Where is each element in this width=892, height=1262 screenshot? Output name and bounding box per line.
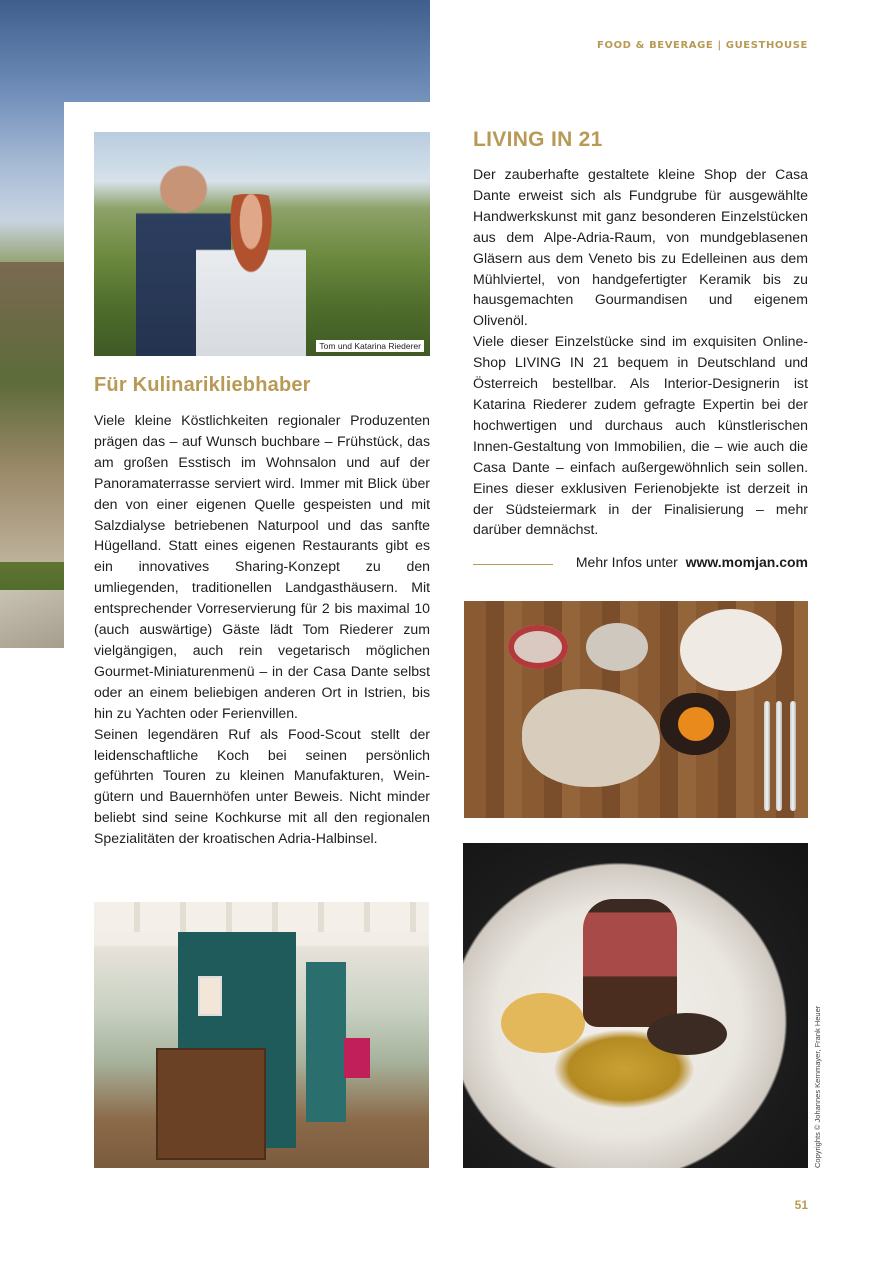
puree (501, 993, 585, 1053)
section-kicker: FOOD & BEVERAGE | GUESTHOUSE (597, 40, 808, 51)
small-red-plate (508, 625, 568, 669)
page-number: 51 (794, 1198, 808, 1212)
wall-art (198, 976, 222, 1016)
photo-copyright: Copyrights © Johannes Kernmayer, Frank Heuer (813, 1005, 822, 1168)
fork (776, 701, 782, 811)
right-paragraph-2: Viele dieser Einzelstücke sind im exquisiten Online-Shop LIVING IN 21 bequem in Deutschland und Österreich bestellbar. Als Interior-Designerin ist Katarina Riederer zudem gefragte Expertin bei der hochwertigen und durchaus auch künstlerischen Innen-Gestaltung von Immobilien, die – wie auch die Casa Dante – einfach außergewöhnlich sein sollen. Eines dieser exklusiven Ferienobjekte ist derzeit in der Südsteiermark in der Finalisierung – mehr darüber demnächst. (473, 333, 808, 538)
beef-fillet (583, 899, 677, 1027)
couple-photo (94, 132, 430, 356)
beef-dish-photo (463, 843, 808, 1168)
left-heading: Für Kulinarikliebhaber (94, 374, 311, 396)
pink-towels (344, 1038, 370, 1078)
right-heading: LIVING IN 21 (473, 128, 603, 151)
antique-chest (156, 1048, 266, 1160)
gravel-path (0, 590, 70, 648)
wooden-ceiling (94, 902, 429, 932)
white-plate (680, 609, 782, 691)
left-paragraph-2: Seinen legendären Ruf als Food-Scout stellt der leidenschaftliche Koch bei seinen persönlich geführten Touren zu kleinen Manufakturen, Weingütern und Bauernhöfen unter Beweis. Nicht minder beliebt sind seine Kochkurse mit all den regionalen Spezialitäten der kroatischen Adria-Halbinsel. (94, 725, 430, 847)
more-info-line (473, 554, 808, 576)
orange-slice (678, 707, 714, 741)
accent-rule (473, 564, 553, 565)
right-paragraph-1: Der zauberhafte gestaltete kleine Shop der Casa Dante erweist sich als Fundgrube für ausgewählte Handwerkskunst mit ganz besonderen Einzelstücken aus dem Alpe-Adria-Raum, von mundgeblasenen Gläsern aus dem Veneto bis zu Edelleinen aus dem Mühlviertel, von handgefertigter Keramik bis zu hausgemachten Gourmandisen und eigenem Olivenöl. (473, 166, 808, 329)
fork (790, 701, 796, 811)
right-body-text (473, 164, 808, 540)
left-paragraph-1: Viele kleine Köstlichkeiten regionaler Produzenten prägen das – auf Wunsch buchbare – Frühstück, das am großen Esstisch im Wohnsalon und auf der Panoramaterrasse serviert wird. Immer mit Blick über den von einer eigenen Quelle gespeisten und mit Salzdialyse betriebenen Naturpool und das sanfte Hügelland. Statt eines eigenen Restaurants gibt es ein innovatives Sharing-Konzept zu den umliegenden, traditionellen Landgasthäusern. Mit entsprechender Vorreservierung für 2 bis maximal 10 (auch auswärtige) Gäste lädt Tom Riederer zum vielgängigen, auch rein vegetarisch möglichen Gourmet-Miniaturenmenü – in der Casa Dante selbst oder an einem beliebigen anderen Ort in Istrien, bis hin zu Yachten oder Ferienvillen. (94, 412, 430, 721)
village-hillside (0, 262, 70, 562)
photo-caption: Tom und Katarina Riederer (316, 340, 424, 352)
mushroom (647, 1013, 727, 1055)
more-info-text (576, 554, 808, 570)
bowl (586, 623, 648, 671)
bedroom-photo (94, 902, 429, 1168)
fork (764, 701, 770, 811)
ceramic-plate (522, 689, 660, 787)
tasting-menu-photo (464, 601, 808, 818)
teal-door (306, 962, 346, 1122)
woman-figure (196, 194, 306, 356)
more-info-label: Mehr Infos unter (575, 554, 678, 570)
more-info-link[interactable]: www.momjan.com (685, 554, 808, 570)
left-body-text (94, 410, 430, 849)
